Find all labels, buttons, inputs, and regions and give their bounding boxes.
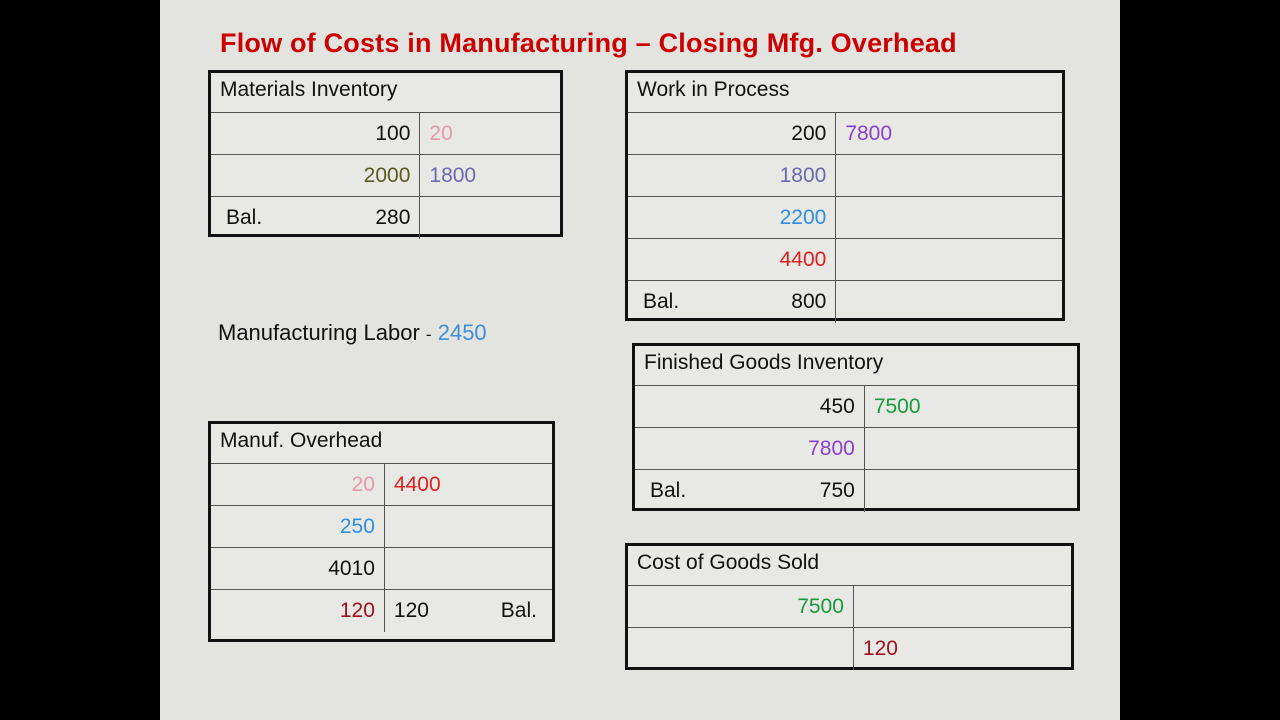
debit-cell: [211, 464, 385, 505]
table-row: [211, 464, 552, 506]
debit-cell: [628, 239, 836, 280]
manufacturing-labor-line: [218, 320, 487, 346]
credit-cell: [385, 506, 552, 547]
credit-cell: [836, 197, 1062, 238]
credit-cell: [420, 113, 560, 154]
credit-cell: [854, 586, 1071, 627]
debit-cell: [211, 113, 420, 154]
debit-amount: 120: [339, 599, 375, 622]
table-row: [635, 470, 1077, 512]
credit-cell: [854, 628, 1071, 670]
credit-row-label: Bal.: [500, 599, 537, 622]
t-account-work-in-process: [625, 70, 1065, 321]
credit-amount: 7500: [873, 394, 921, 418]
slide-canvas: [160, 0, 1120, 720]
row-label: Bal.: [650, 479, 687, 502]
credit-cell: [836, 155, 1062, 196]
credit-cell: [836, 281, 1062, 323]
credit-amount: 4400: [393, 472, 441, 496]
manufacturing-labor-dash: -: [425, 325, 432, 344]
account-title: Materials Inventory: [211, 73, 560, 113]
table-row: [211, 113, 560, 155]
manufacturing-labor-amount: 2450: [437, 320, 487, 345]
debit-amount: 200: [791, 121, 827, 145]
debit-cell: [635, 428, 865, 469]
debit-amount: 100: [375, 121, 411, 145]
table-row: [628, 239, 1062, 281]
debit-amount: 2200: [779, 205, 827, 229]
debit-cell: [211, 590, 385, 632]
account-title: Finished Goods Inventory: [635, 346, 1077, 386]
table-row: [628, 586, 1071, 628]
table-row: [211, 590, 552, 632]
table-row: [635, 386, 1077, 428]
credit-cell: [420, 155, 560, 196]
table-row: [628, 281, 1062, 323]
table-row: [211, 155, 560, 197]
debit-cell: [628, 281, 836, 323]
credit-cell: [420, 197, 560, 239]
credit-cell: [865, 470, 1077, 512]
debit-cell: [628, 113, 836, 154]
debit-amount: 4010: [328, 556, 375, 580]
debit-cell: [628, 628, 854, 670]
debit-cell: [628, 155, 836, 196]
account-title: Work in Process: [628, 73, 1062, 113]
credit-cell: [385, 590, 552, 632]
credit-amount: 1800: [429, 163, 477, 187]
debit-amount: 7800: [808, 436, 855, 460]
debit-cell: [211, 548, 385, 589]
credit-cell: [865, 428, 1077, 469]
debit-amount: 280: [375, 206, 411, 229]
table-row: [628, 197, 1062, 239]
credit-amount: 120: [393, 599, 429, 622]
debit-amount: 7500: [797, 594, 844, 618]
table-row: [635, 428, 1077, 470]
debit-cell: [211, 506, 385, 547]
credit-cell: [385, 464, 552, 505]
table-row: [211, 506, 552, 548]
debit-amount: 20: [351, 472, 375, 496]
manufacturing-labor-label: Manufacturing Labor: [218, 320, 420, 345]
account-title: Manuf. Overhead: [211, 424, 552, 464]
t-account-manuf-overhead: [208, 421, 555, 642]
debit-cell: [211, 197, 420, 239]
row-label: Bal.: [643, 290, 680, 313]
debit-amount: 750: [819, 479, 855, 502]
credit-amount: 7800: [845, 121, 893, 145]
debit-cell: [635, 386, 865, 427]
table-row: [211, 197, 560, 239]
table-row: [628, 155, 1062, 197]
debit-cell: [628, 197, 836, 238]
t-account-cost-of-goods-sold: [625, 543, 1074, 670]
account-title: Cost of Goods Sold: [628, 546, 1071, 586]
table-row: [628, 628, 1071, 670]
debit-amount: 1800: [779, 163, 827, 187]
debit-amount: 450: [819, 394, 855, 418]
t-account-finished-goods-inventory: [632, 343, 1080, 511]
table-row: [628, 113, 1062, 155]
credit-cell: [385, 548, 552, 589]
debit-amount: 2000: [363, 163, 411, 187]
credit-cell: [836, 239, 1062, 280]
row-label: Bal.: [226, 206, 263, 229]
credit-cell: [836, 113, 1062, 154]
debit-amount: 4400: [779, 247, 827, 271]
page-title: Flow of Costs in Manufacturing – Closing Mfg. Overhead: [220, 28, 957, 58]
debit-cell: [211, 155, 420, 196]
debit-amount: 250: [339, 514, 375, 538]
debit-cell: [628, 586, 854, 627]
debit-amount: 800: [791, 290, 827, 313]
credit-cell: [865, 386, 1077, 427]
table-row: [211, 548, 552, 590]
debit-cell: [635, 470, 865, 512]
credit-amount: 20: [429, 121, 453, 145]
credit-amount: 120: [862, 637, 898, 660]
t-account-materials-inventory: [208, 70, 563, 237]
